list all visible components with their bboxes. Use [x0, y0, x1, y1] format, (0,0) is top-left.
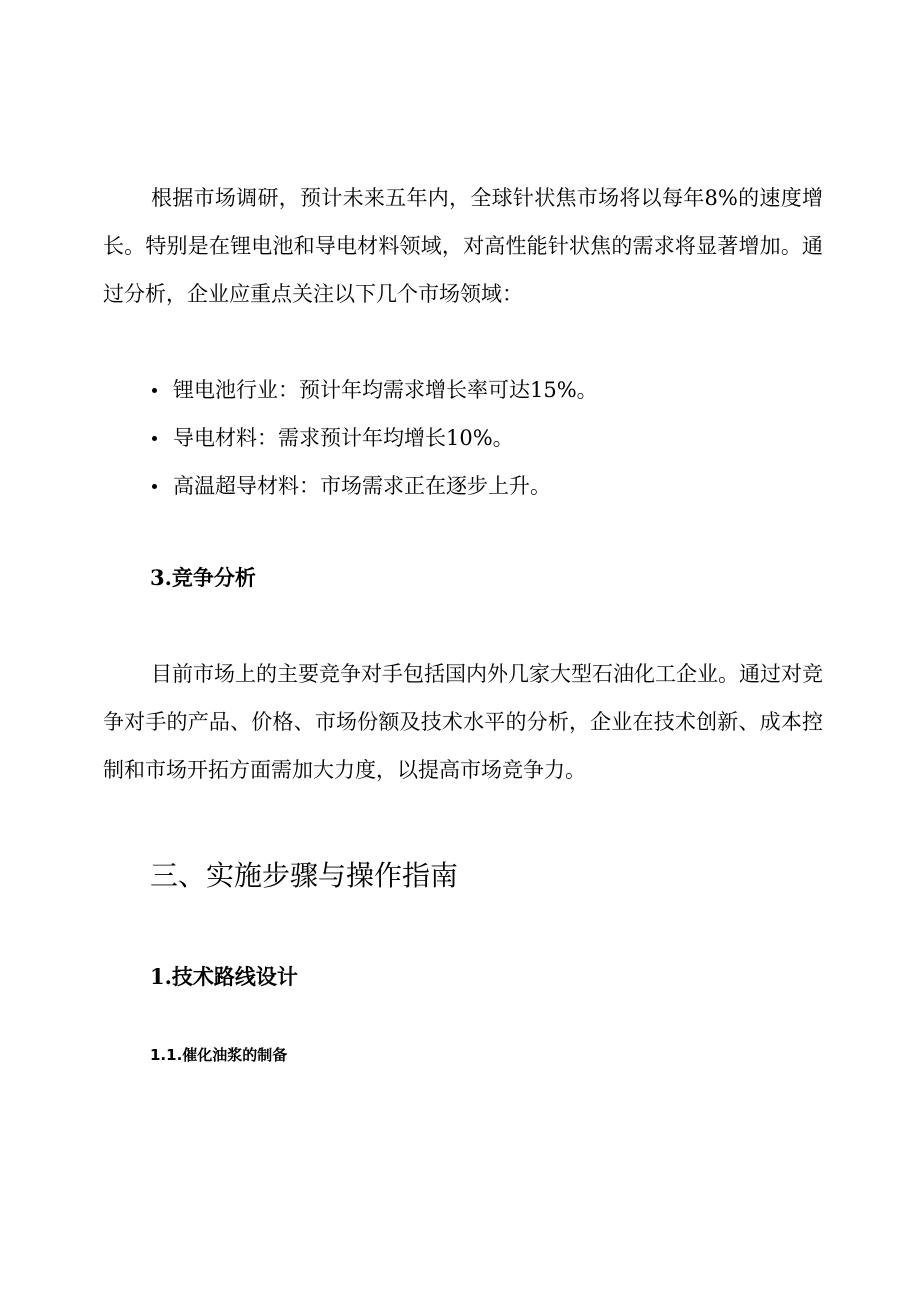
list-item	[150, 414, 598, 462]
list-item	[150, 366, 598, 414]
list-item-text: 高温超导材料：市场需求正在逐步上升。	[173, 474, 551, 498]
bullet-icon	[152, 436, 157, 441]
bullet-icon	[152, 388, 157, 393]
list-item-text: 导电材料：需求预计年均增长10%。	[173, 426, 514, 450]
market-segments-list	[150, 366, 598, 510]
tech-route-heading: 1.技术路线设计	[150, 964, 298, 989]
list-item-text: 锂电池行业：预计年均需求增长率可达15%。	[173, 378, 598, 402]
competition-heading: 3.竞争分析	[150, 565, 256, 590]
competition-paragraph: 目前市场上的主要竞争对手包括国内外几家大型石油化工企业。通过对竞争对手的产品、价格、市场份额及技术水平的分析，企业在技术创新、成本控制和市场开拓方面需加大力度，以提高市场竞争力。	[103, 662, 823, 782]
market-intro-paragraph: 根据市场调研，预计未来五年内，全球针状焦市场将以每年8%的速度增长。特别是在锂电池和导电材料领域，对高性能针状焦的需求将显著增加。通过分析，企业应重点关注以下几个市场领域：	[103, 186, 823, 306]
bullet-icon	[152, 484, 157, 489]
section-heading: 三、实施步骤与操作指南	[150, 859, 459, 892]
subsection-heading: 1.1.催化油浆的制备	[150, 1046, 288, 1064]
list-item	[150, 462, 598, 510]
